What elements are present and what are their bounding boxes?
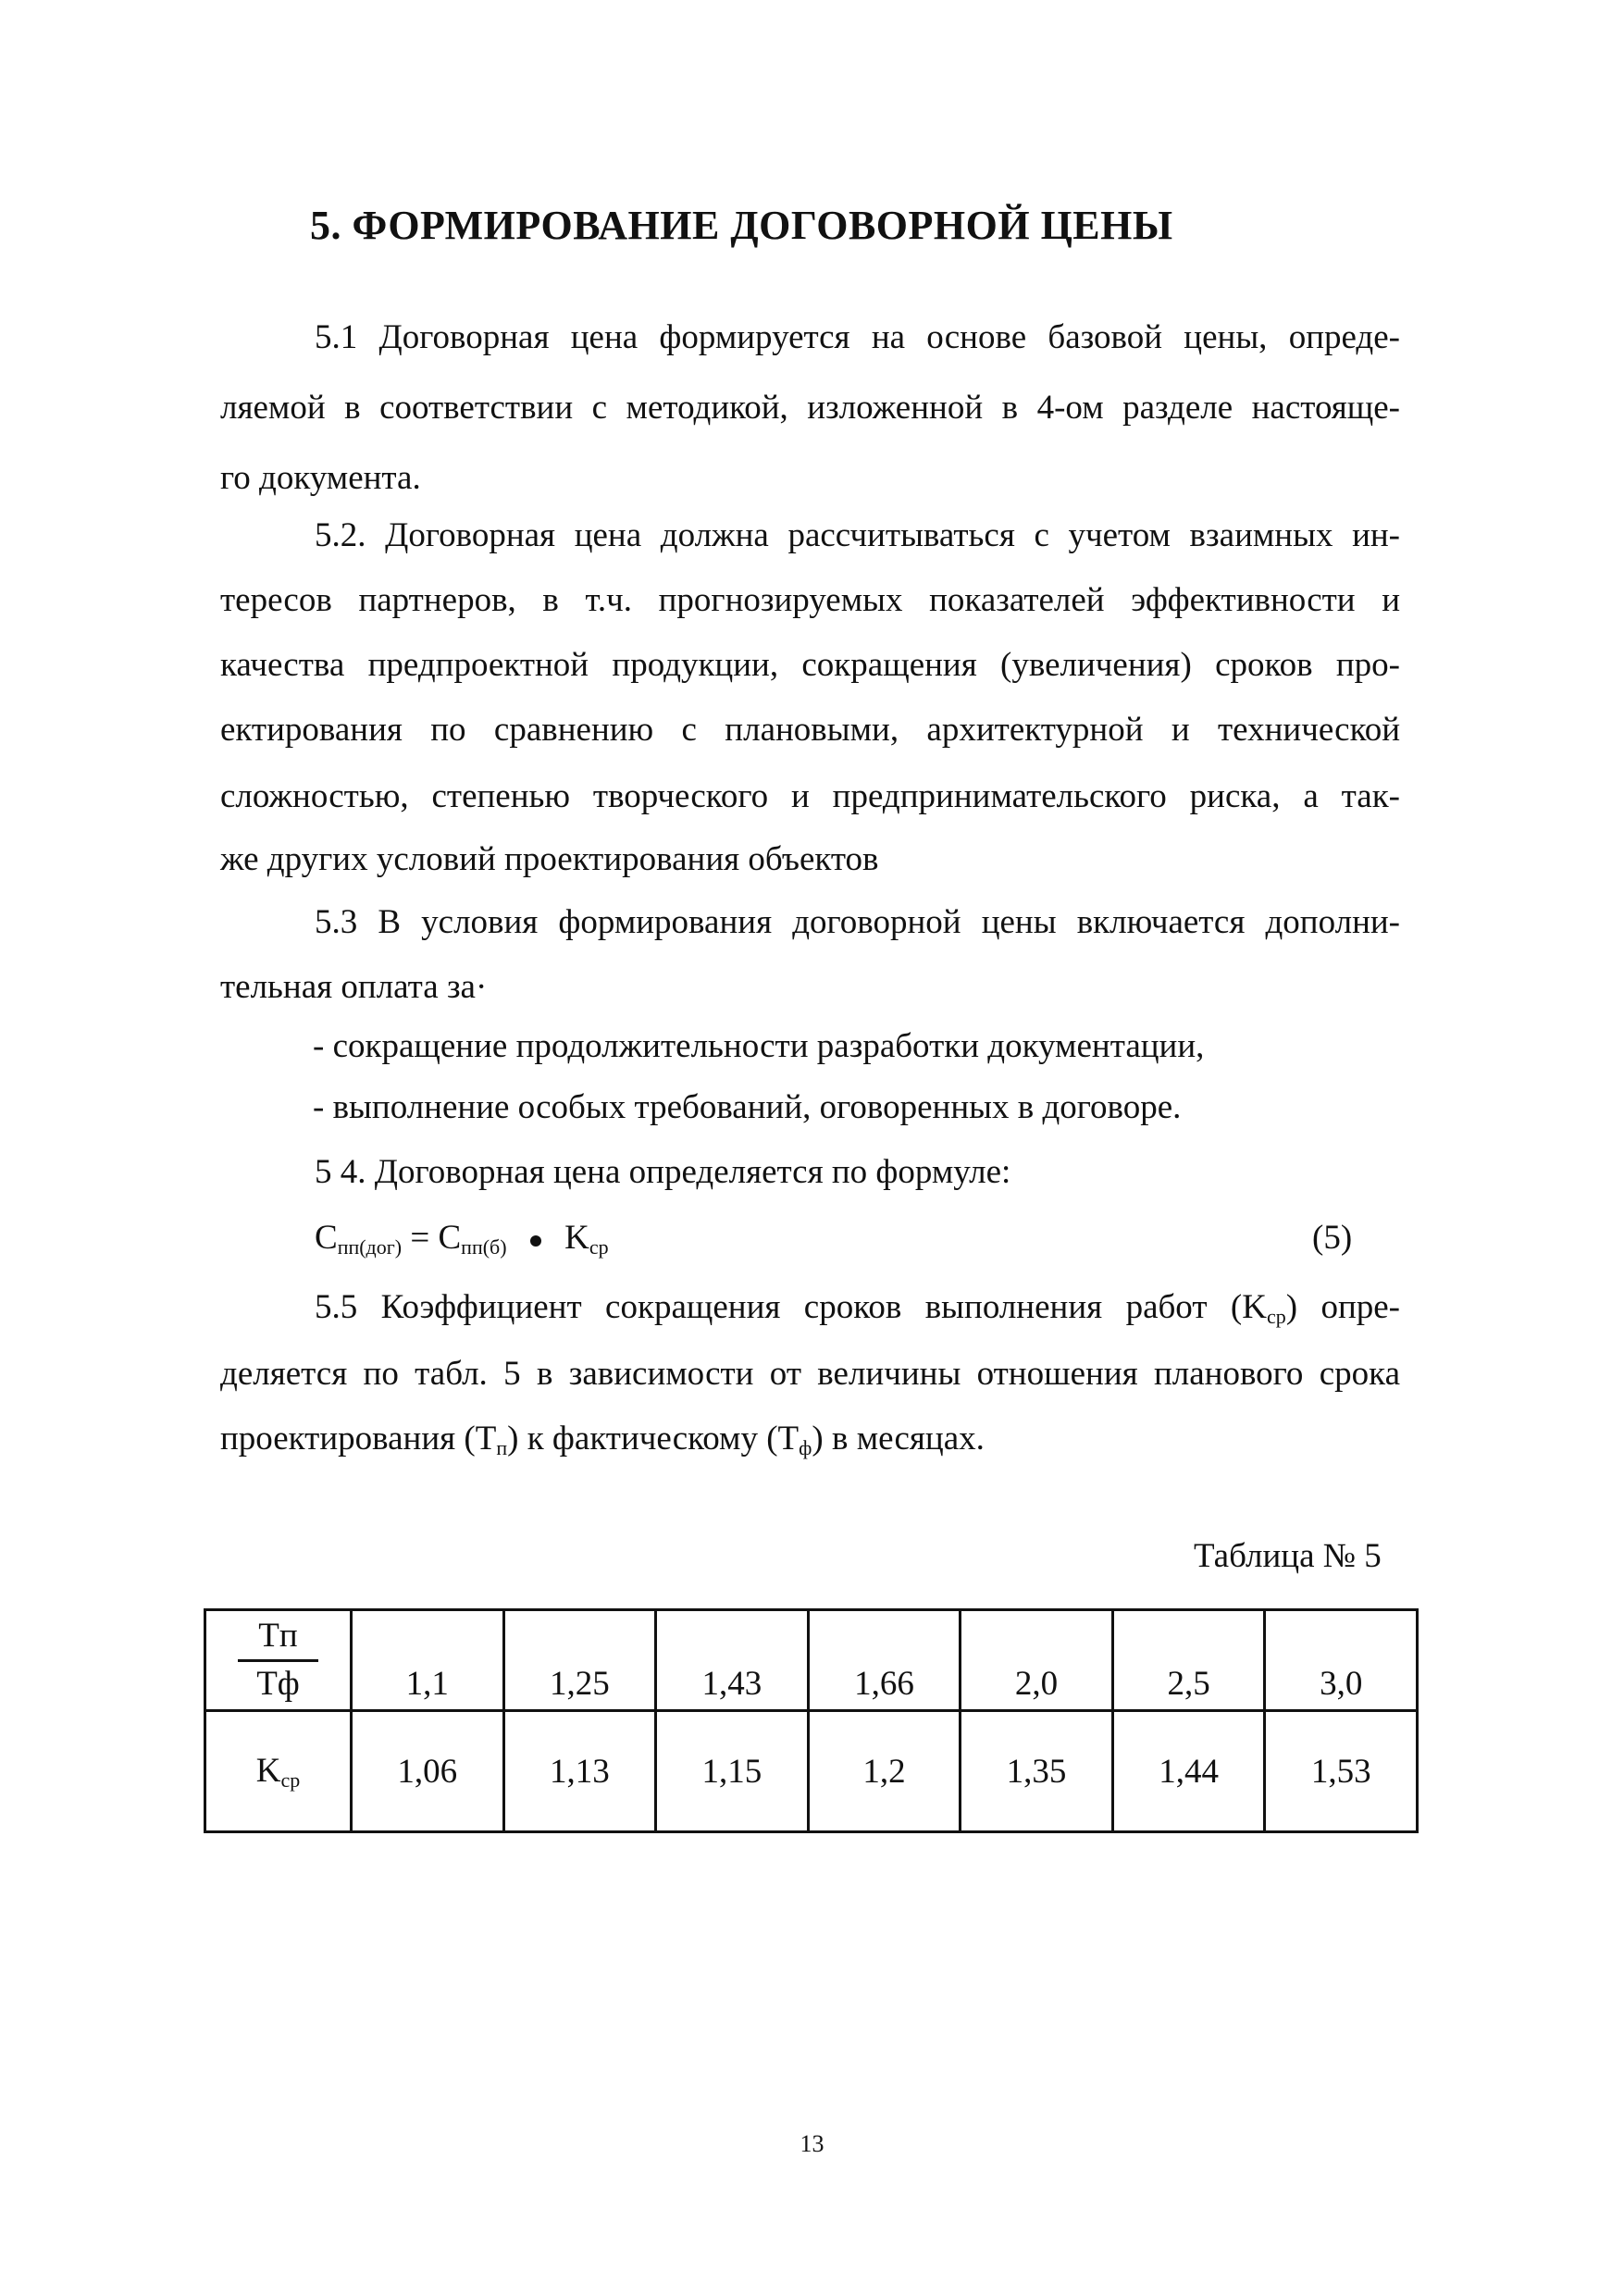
table-cell: 3,0: [1265, 1610, 1418, 1711]
paragraph-line: ектирования по сравнению с плановыми, архитектурной и технической: [220, 711, 1400, 749]
table-row: [205, 1610, 1418, 1711]
paragraph-line: 5 4. Договорная цена определяется по формуле:: [315, 1153, 1011, 1191]
table-cell: 1,25: [503, 1610, 656, 1711]
table-cell: 2,0: [961, 1610, 1113, 1711]
coefficient-table: [204, 1608, 1419, 1833]
paragraph-line: 5.3 В условия формирования договорной цены включается дополни-: [315, 903, 1400, 941]
paragraph-line: тельная оплата за·: [220, 968, 488, 1006]
paragraph-line: деляется по табл. 5 в зависимости от величины отношения планового срока: [220, 1355, 1400, 1393]
paragraph-line: сложностью, степенью творческого и предпринимательского риска, а так-: [220, 777, 1400, 815]
table-cell: 1,43: [656, 1610, 809, 1711]
table-header-cell: $K_{ср}$: [205, 1711, 352, 1832]
table-header-cell: $\frac{Tп}{Tф}$: [205, 1610, 352, 1711]
page-number: 13: [800, 2130, 824, 2157]
table-cell: 1,53: [1265, 1711, 1418, 1832]
paragraph-line: 5.2. Договорная цена должна рассчитываться с учетом взаимных ин-: [315, 516, 1400, 554]
list-item: - выполнение особых требований, оговоренных в договоре.: [313, 1088, 1182, 1126]
table-cell: 1,06: [352, 1711, 504, 1832]
paragraph-line: проектирования $(T_п)$ к фактическому $(T_ф)$ в месяцах.: [220, 1420, 985, 1459]
table-cell: 1,15: [656, 1711, 809, 1832]
equation-number: (5): [1312, 1219, 1353, 1257]
table-cell: 1,35: [961, 1711, 1113, 1832]
paragraph-line: же других условий проектирования объектов: [220, 840, 879, 878]
table-caption: Таблица № 5: [1194, 1537, 1382, 1575]
table-cell: 1,44: [1112, 1711, 1265, 1832]
table-cell: 1,13: [503, 1711, 656, 1832]
table-row: [205, 1711, 1418, 1832]
table-cell: 1,66: [808, 1610, 961, 1711]
paragraph-line: ляемой в соответствии с методикой, изложенной в 4-ом разделе настояще-: [220, 389, 1400, 427]
paragraph-line: 5.1 Договорная цена формируется на основе базовой цены, опреде-: [315, 318, 1400, 356]
list-item: - сокращение продолжительности разработки документации,: [313, 1027, 1205, 1065]
paragraph-line: тересов партнеров, в т.ч. прогнозируемых показателей эффективности и: [220, 581, 1400, 619]
table-cell: 2,5: [1112, 1610, 1265, 1711]
paragraph-line: го документа.: [220, 459, 421, 497]
section-heading: 5. ФОРМИРОВАНИЕ ДОГОВОРНОЙ ЦЕНЫ: [310, 203, 1173, 248]
table-cell: 1,2: [808, 1711, 961, 1832]
paragraph-line: качества предпроектной продукции, сокращения (увеличения) сроков про-: [220, 646, 1400, 684]
price-formula: $C_{пп(дог)} = C_{пп(б)}$ $K_{ср}$: [315, 1219, 609, 1259]
paragraph-line: 5.5 Коэффициент сокращения сроков выполнения работ $(K_{ср})$ опре-: [315, 1288, 1400, 1328]
multiply-dot-icon: [530, 1235, 541, 1247]
table-cell: 1,1: [352, 1610, 504, 1711]
